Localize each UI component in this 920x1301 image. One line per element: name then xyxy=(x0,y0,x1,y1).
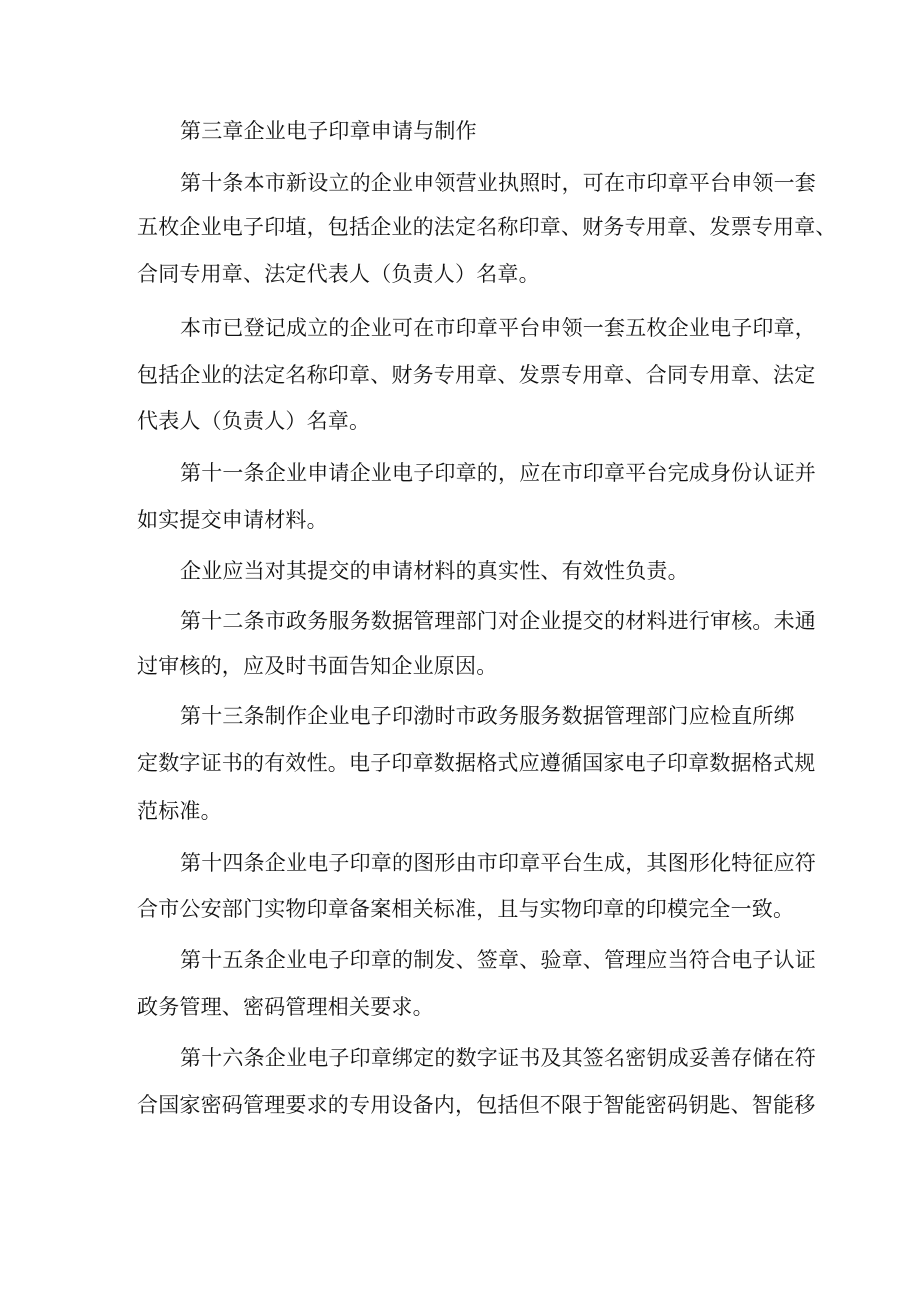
article-12-line-1: 第十二条市政务服务数据管理部门对企业提交的材料进行审核。未通 xyxy=(180,609,816,633)
chapter-heading: 第三章企业电子印章申请与制作 xyxy=(180,119,477,143)
article-10-line-2: 五枚企业电子印埴，包括企业的法定名称印章、财务专用章、发票专用章、 xyxy=(137,215,837,239)
article-10-para2-line-2: 包括企业的法定名称印章、财务专用章、发票专用章、合同专用章、法定 xyxy=(137,363,816,387)
article-16-line-2: 合国家密码管理要求的专用设备内，包括但不限于智能密码钥匙、智能移 xyxy=(137,1093,816,1117)
article-14-line-1: 第十四条企业电子印章的图形由市印章平台生成，其图形化特征应符 xyxy=(180,851,816,875)
article-10-line-1: 第十条本市新设立的企业申领营业执照时，可在市印章平台申领一套 xyxy=(180,171,816,195)
article-13-line-2: 定数字证书的有效性。电子印章数据格式应遵循国家电子印章数据格式规 xyxy=(137,751,816,775)
article-13-line-3: 范标准。 xyxy=(137,799,222,823)
article-10-line-3: 合同专用章、法定代表人（负责人）名章。 xyxy=(137,262,540,286)
article-15-line-2: 政务管理、密码管理相关要求。 xyxy=(137,995,434,1019)
article-11-line-1: 第十一条企业申请企业电子印章的，应在市印章平台完成身份认证并 xyxy=(180,461,816,485)
article-16-line-1: 第十六条企业电子印章绑定的数字证书及其签名密钥成妥善存储在符 xyxy=(180,1046,816,1070)
article-14-line-2: 合市公安部门实物印章备案相关标准，且与实物印章的印模完全一致。 xyxy=(137,897,795,921)
article-10-para2-line-1: 本市已登记成立的企业可在市印章平台申领一套五枚企业电子印章， xyxy=(180,316,816,340)
article-15-line-1: 第十五条企业电子印章的制发、签章、验章、管理应当符合电子认证 xyxy=(180,948,816,972)
article-11-line-2: 如实提交申请材料。 xyxy=(137,508,328,532)
article-12-line-2: 过审核的，应及时书面告知企业原因。 xyxy=(137,654,498,678)
article-10-para2-line-3: 代表人（负责人）名章。 xyxy=(137,409,371,433)
article-13-line-1: 第十三条制作企业电子印渤时市政务服务数据管理部门应检直所绑 xyxy=(180,704,795,728)
article-11-para2: 企业应当对其提交的申请材料的真实性、有效性负责。 xyxy=(180,559,689,583)
